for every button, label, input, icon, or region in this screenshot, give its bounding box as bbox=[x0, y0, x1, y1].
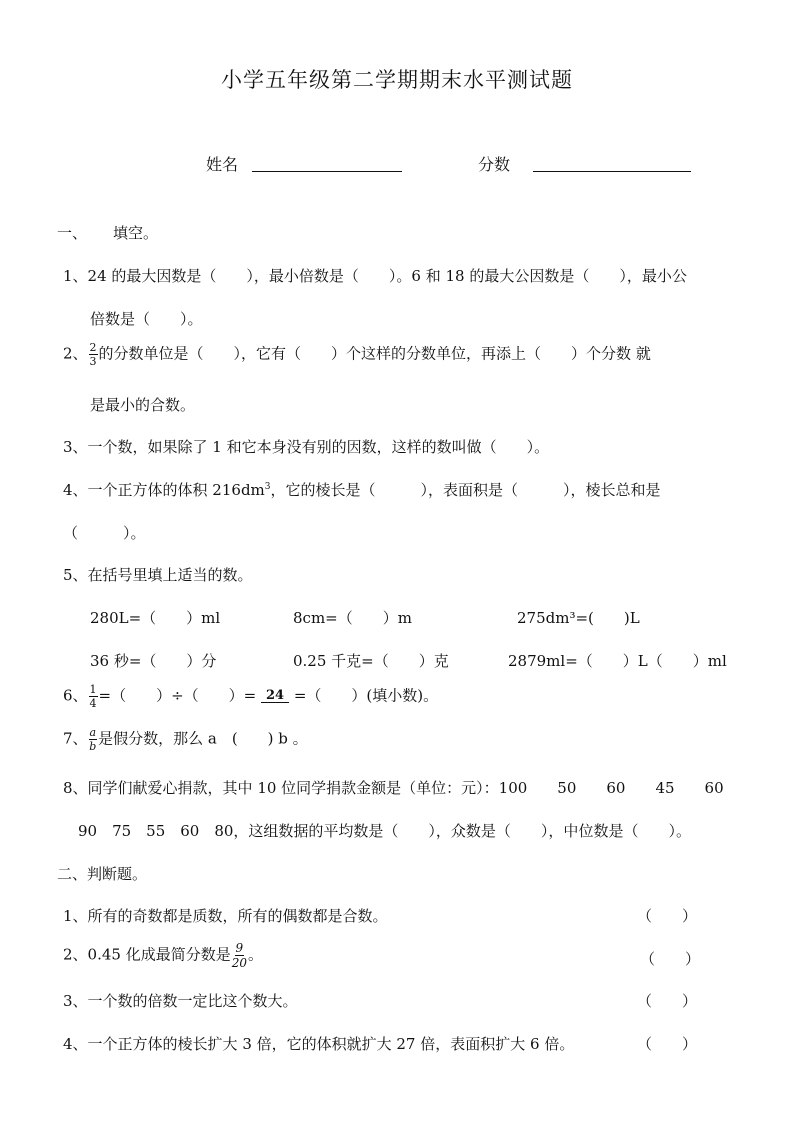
s2-q4-answer[interactable]: （ ） bbox=[637, 1035, 698, 1053]
q7-frac-num: a bbox=[89, 726, 97, 739]
s2-q2-answer[interactable]: （ ） bbox=[640, 950, 701, 968]
q7-fraction bbox=[89, 727, 98, 752]
name-label: 姓名 bbox=[206, 155, 239, 174]
s2-q4-text: 4、一个正方体的棱长扩大 3 倍，它的体积就扩大 27 倍，表面积扩大 6 倍。 bbox=[63, 1035, 575, 1053]
s2-q2-post: 。 bbox=[248, 945, 264, 964]
section-2-heading: 二、判断题。 bbox=[57, 865, 148, 883]
q1-line1: 1、24 的最大因数是（ ），最小倍数是（ ）。6 和 18 的最大公因数是（ ），最小公 bbox=[63, 267, 687, 285]
q4-superscript: 3 bbox=[264, 482, 271, 492]
q7-line bbox=[63, 727, 308, 752]
q4-text-a: 4、一个正方体的体积 216dm bbox=[63, 481, 265, 499]
q6-line bbox=[63, 684, 438, 709]
q6-fraction bbox=[89, 684, 98, 709]
q5-row1-item2: 8cm=（ ）m bbox=[293, 609, 412, 627]
q2-line2: 是最小的合数。 bbox=[90, 396, 196, 414]
q6-text-mid: =（ ）÷（ ）= bbox=[98, 686, 257, 705]
q7-number: 7、 bbox=[63, 729, 88, 748]
s2-q2-text: 2、0.45 化成最简分数是 bbox=[63, 945, 231, 964]
q5-row2-item3: 2879ml=（ ）L（ ）ml bbox=[508, 652, 727, 670]
s2-q1-text: 1、所有的奇数都是质数，所有的偶数都是合数。 bbox=[63, 907, 388, 925]
name-field[interactable] bbox=[252, 170, 402, 172]
q4-text-b: ，它的棱长是（ ），表面积是（ ），棱长总和是 bbox=[270, 481, 661, 499]
q4-line2: （ ）。 bbox=[63, 524, 146, 542]
q6-number: 6、 bbox=[63, 686, 88, 705]
s2-q2-fraction bbox=[232, 942, 247, 969]
q6-denominator[interactable]: 24 bbox=[261, 690, 289, 703]
q2-number: 2、 bbox=[63, 344, 88, 363]
s2-q2-frac-num: 9 bbox=[235, 941, 244, 955]
s2-q2-frac-den: 20 bbox=[231, 956, 247, 970]
q7-frac-den: b bbox=[89, 740, 97, 753]
q8-line2: 90 75 55 60 80，这组数据的平均数是（ ），众数是（ ），中位数是（ ）。 bbox=[78, 822, 691, 840]
s2-q2-line bbox=[63, 942, 263, 969]
page-title: 小学五年级第二学期期末水平测试题 bbox=[221, 68, 573, 92]
q8-line1: 8、同学们献爱心捐款，其中 10 位同学捐款金额是（单位：元）：100 50 60 45 60 bbox=[63, 779, 724, 797]
score-field[interactable] bbox=[533, 170, 691, 172]
s2-q3-answer[interactable]: （ ） bbox=[637, 992, 698, 1010]
q2-frac-den: 3 bbox=[89, 355, 97, 368]
q2-line1 bbox=[63, 342, 651, 367]
q6-frac-den: 4 bbox=[89, 697, 97, 710]
q4-line1 bbox=[63, 479, 661, 500]
q6-text-post: =（ ）(填小数)。 bbox=[293, 686, 439, 705]
q6-frac-num: 1 bbox=[89, 683, 97, 696]
q5-row2-item1: 36 秒=（ ）分 bbox=[90, 652, 217, 670]
q3-text: 3、一个数，如果除了 1 和它本身没有别的因数，这样的数叫做（ ）。 bbox=[63, 438, 550, 456]
s2-q1-answer[interactable]: （ ） bbox=[637, 907, 698, 925]
q5-text: 5、在括号里填上适当的数。 bbox=[63, 566, 253, 584]
q7-text: 是假分数，那么 a ( ) b 。 bbox=[98, 729, 308, 748]
q1-line2: 倍数是（ ）。 bbox=[90, 310, 203, 328]
score-label: 分数 bbox=[478, 155, 511, 174]
s2-q3-text: 3、一个数的倍数一定比这个数大。 bbox=[63, 992, 298, 1010]
q5-row1-item1: 280L=（ ）ml bbox=[90, 609, 221, 627]
q5-row2-item2: 0.25 千克=（ ）克 bbox=[293, 652, 449, 670]
q2-fraction bbox=[89, 342, 98, 367]
q2-text: 的分数单位是（ ），它有（ ）个这样的分数单位，再添上（ ）个分数 就 bbox=[98, 344, 651, 363]
section-1-number: 一、 bbox=[57, 224, 88, 242]
section-1-heading: 填空。 bbox=[113, 224, 159, 242]
q2-frac-num: 2 bbox=[89, 341, 97, 354]
q5-row1-item3: 275dm³=( )L bbox=[517, 609, 640, 627]
